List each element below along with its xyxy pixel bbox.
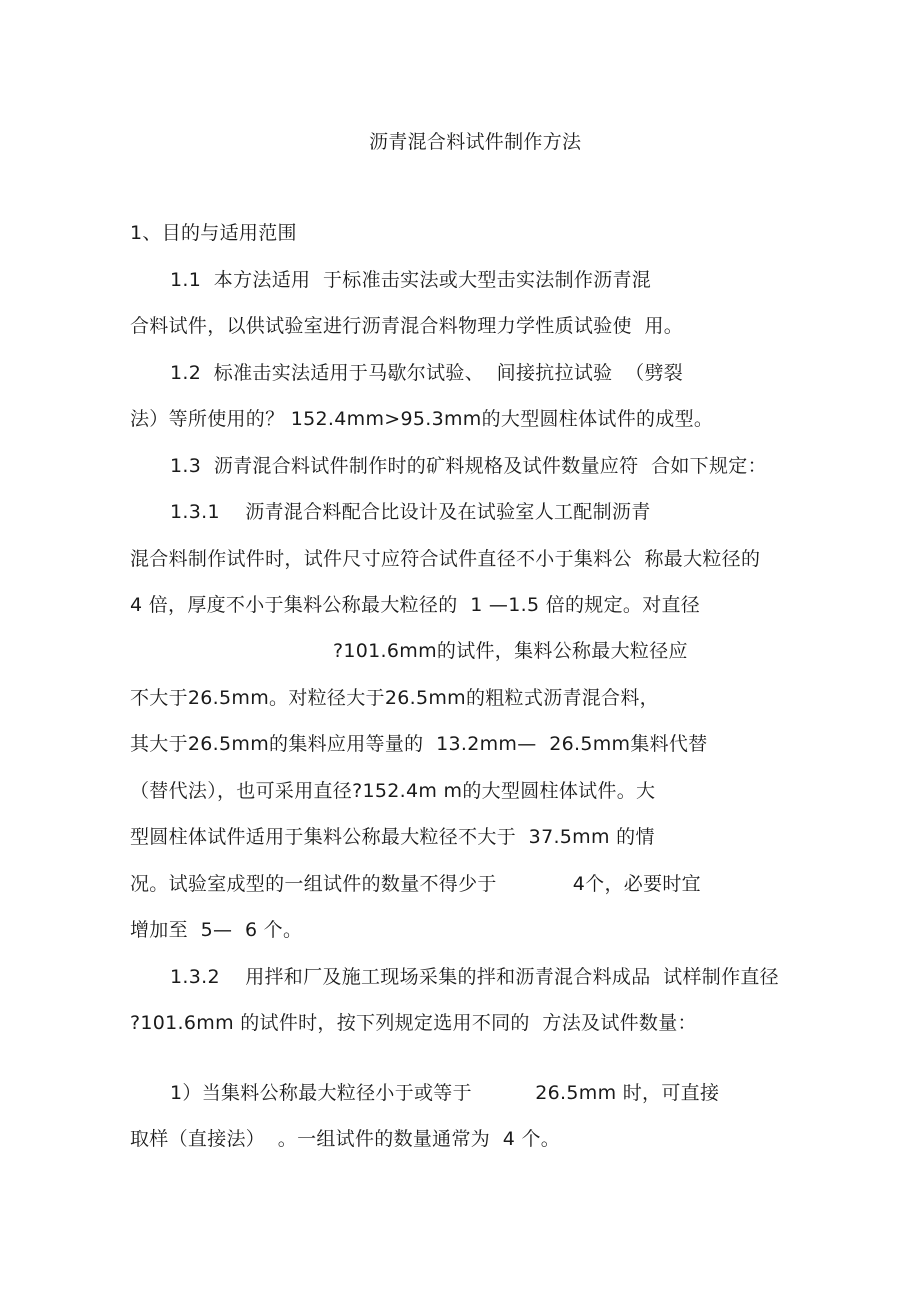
- paragraph-line: 4 倍，厚度不小于集料公称最大粒径的 1 —1.5 倍的规定。对直径: [130, 594, 701, 616]
- paragraph-line: 况。试验室成型的一组试件的数量不得少于 4个，必要时宜: [130, 873, 701, 895]
- paragraph-line: 1.1 本方法适用 于标准击实法或大型击实法制作沥青混: [170, 269, 652, 291]
- paragraph-line: （替代法），也可采用直径?152.4m m的大型圆柱体试件。大: [130, 780, 656, 802]
- document-title: 沥青混合料试件制作方法: [369, 131, 582, 153]
- paragraph-line: 1.3.2 用拌和厂及施工现场采集的拌和沥青混合料成品 试样制作直径: [170, 966, 779, 988]
- paragraph-line: 型圆柱体试件适用于集料公称最大粒径不大于 37.5mm 的情: [130, 826, 655, 848]
- paragraph-line: 其大于26.5mm的集料应用等量的 13.2mm— 26.5mm集料代替: [130, 733, 708, 755]
- paragraph-line: 1）当集料公称最大粒径小于或等于 26.5mm 时，可直接: [170, 1082, 720, 1104]
- section-heading: 1、目的与适用范围: [130, 222, 297, 244]
- paragraph-line: 不大于26.5mm。对粒径大于26.5mm的粗粒式沥青混合料，: [130, 687, 659, 709]
- paragraph-line: 合料试件，以供试验室进行沥青混合料物理力学性质试验使 用。: [130, 315, 684, 337]
- paragraph-line: ?101.6mm的试件，集料公称最大粒径应: [333, 640, 688, 662]
- paragraph-line: 法）等所使用的？ 152.4mm>95.3mm的大型圆柱体试件的成型。: [130, 408, 714, 430]
- paragraph-line: 取样（直接法） 。一组试件的数量通常为 4 个。: [130, 1128, 561, 1150]
- paragraph-line: 增加至 5— 6 个。: [130, 919, 303, 941]
- paragraph-line: 1.2 标准击实法适用于马歇尔试验、 间接抗拉试验 （劈裂: [170, 362, 684, 384]
- paragraph-line: ?101.6mm 的试件时，按下列规定选用不同的 方法及试件数量：: [130, 1012, 697, 1034]
- paragraph-line: 混合料制作试件时，试件尺寸应符合试件直径不小于集料公 称最大粒径的: [130, 548, 761, 570]
- paragraph-line: 1.3.1 沥青混合料配合比设计及在试验室人工配制沥青: [170, 501, 651, 523]
- paragraph-line: 1.3 沥青混合料试件制作时的矿料规格及试件数量应符 合如下规定：: [170, 455, 767, 477]
